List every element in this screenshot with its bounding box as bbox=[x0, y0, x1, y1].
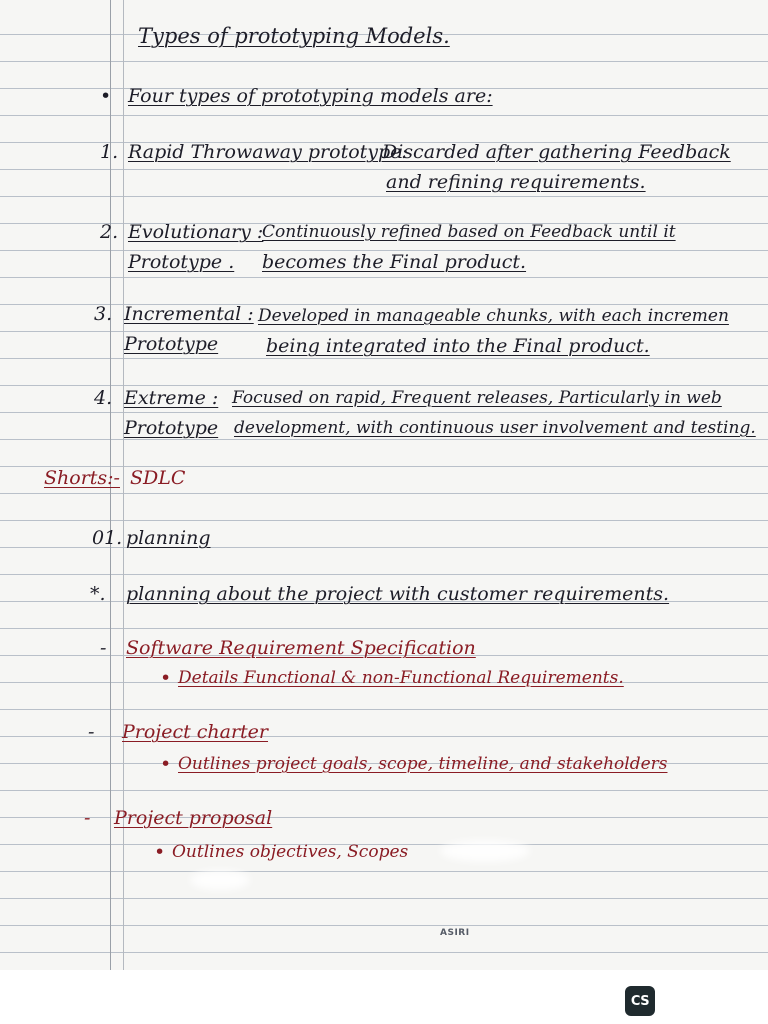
model-name: Incremental : bbox=[124, 303, 254, 325]
camscanner-logo-icon: CS bbox=[625, 986, 655, 1016]
doc-marker: - bbox=[88, 721, 95, 743]
eraser-smudge bbox=[190, 870, 250, 890]
bullet-dot: • bbox=[160, 667, 172, 689]
bullet-dot: • bbox=[160, 753, 172, 775]
model-description: Continuously refined based on Feedback until it bbox=[262, 222, 676, 242]
point-text: planning about the project with customer requirements. bbox=[126, 583, 670, 605]
doc-marker: - bbox=[84, 807, 91, 829]
page-title: Types of prototyping Models. bbox=[138, 24, 450, 48]
model-description: becomes the Final product. bbox=[262, 251, 527, 273]
model-name: Rapid Throwaway prototype: bbox=[128, 141, 408, 163]
model-description: and refining requirements. bbox=[386, 171, 646, 193]
model-name: Evolutionary : bbox=[128, 221, 264, 243]
model-description: Discarded after gathering Feedback bbox=[382, 141, 731, 163]
doc-detail: Outlines objectives, Scopes bbox=[172, 842, 409, 862]
footer-mark: ASIRI bbox=[440, 928, 470, 938]
model-number: 1. bbox=[100, 141, 119, 163]
point-marker: *. bbox=[90, 583, 106, 605]
intro-text: Four types of prototyping models are: bbox=[128, 85, 493, 107]
model-name: Prototype bbox=[124, 417, 219, 439]
doc-title: Project proposal bbox=[114, 807, 273, 829]
shorts-label: Shorts:- bbox=[44, 467, 120, 489]
bullet-dot: • bbox=[100, 85, 112, 107]
model-number: 3. bbox=[94, 303, 113, 325]
model-description: Focused on rapid, Frequent releases, Particularly in web bbox=[232, 388, 722, 408]
shorts-topic: SDLC bbox=[130, 467, 186, 489]
model-description: Developed in manageable chunks, with each incremen bbox=[258, 306, 729, 326]
section-title: planning bbox=[126, 527, 211, 549]
bullet-dot: • bbox=[154, 841, 166, 863]
section-number: 01. bbox=[92, 527, 123, 549]
model-number: 4. bbox=[94, 387, 113, 409]
eraser-smudge bbox=[440, 840, 530, 862]
model-name: Extreme : bbox=[124, 387, 219, 409]
doc-title: Software Requirement Specification bbox=[126, 637, 476, 659]
model-number: 2. bbox=[100, 221, 119, 243]
model-description: development, with continuous user involvement and testing. bbox=[234, 418, 756, 438]
doc-detail: Outlines project goals, scope, timeline, and stakeholders bbox=[178, 754, 668, 774]
model-name: Prototype . bbox=[128, 251, 235, 273]
model-description: being integrated into the Final product. bbox=[266, 335, 650, 357]
doc-detail: Details Functional & non-Functional Requirements. bbox=[178, 668, 624, 688]
doc-marker: - bbox=[100, 637, 107, 659]
doc-title: Project charter bbox=[122, 721, 269, 743]
model-name: Prototype bbox=[124, 333, 219, 355]
